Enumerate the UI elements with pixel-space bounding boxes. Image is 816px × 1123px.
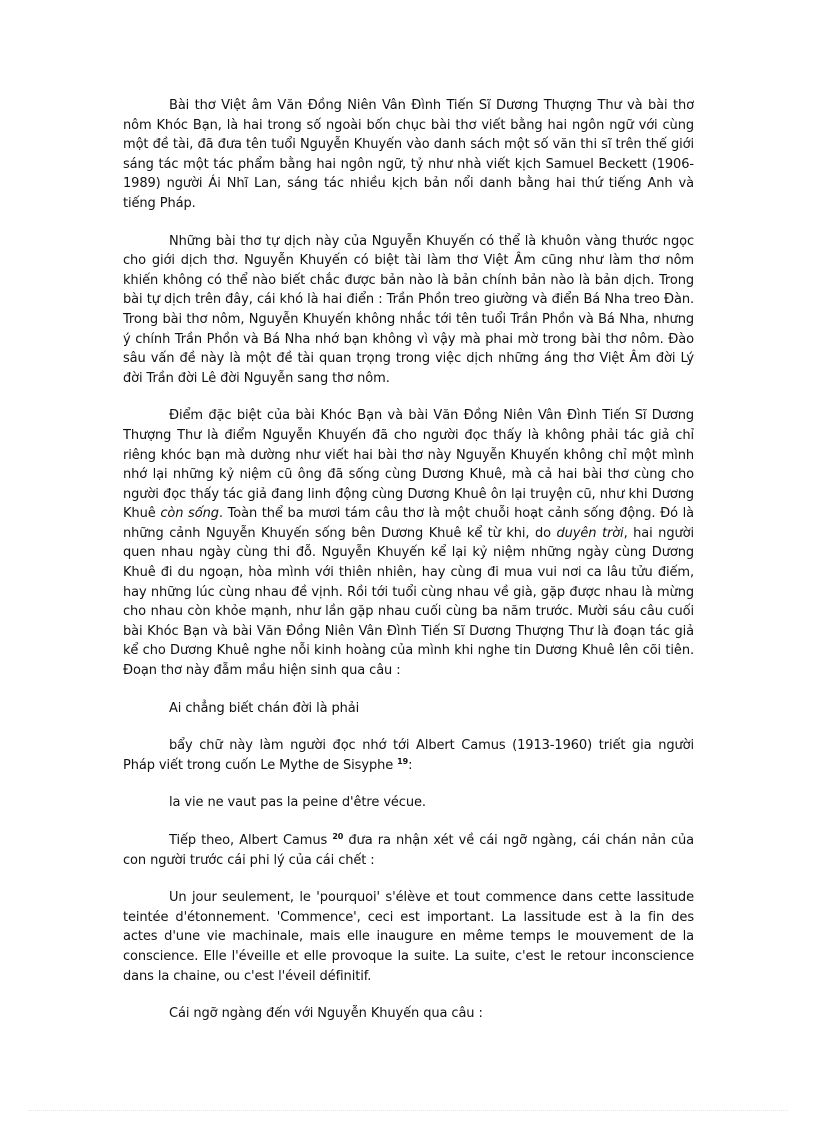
paragraph-self-translation: Những bài thơ tự dịch này của Nguyễn Khuyến có thể là khuôn vàng thước ngọc cho giới dịch thơ. Nguyễn Khuyến có biệt tài làm thơ Việt Âm cũng như làm thơ nôm khiến không có thể nào biết chắc được bản nào là bản chính bản nào là bản dịch. Trong bài tự dịch trên đây, cái khó là hai điển : Trần Phồn treo giường và điển Bá Nha treo Đàn. Trong bài thơ nôm, Nguyễn Khuyến không nhắc tới tên tuổi Trần Phồn và Bá Nha, nhưng ý chính Trần Phồn và Bá Nha nhớ bạn không vì vậy mà phai mờ trong bài thơ nôm. Đào sâu vấn đề này là một đề tài quan trọng trong việc dịch những áng thơ Việt Âm đời Lý đời Trần đời Lê đời Nguyễn sang thơ nôm. <box>123 233 694 386</box>
verse-quote: Ai chẳng biết chán đời là phải <box>169 700 360 716</box>
page-bottom-rule <box>28 1110 788 1111</box>
paragraph-camus-remark-part1: Tiếp theo, Albert Camus <box>169 833 333 848</box>
document-body <box>123 96 694 1042</box>
paragraph-french-passage: Un jour seulement, le 'pourquoi' s'élève et tout commence dans cette lassitude teintée d'étonnement. 'Commence', ceci est important. La lassitude est à la fin des actes d'une vie machinale, mais elle inaugure en même temps le mouvement de la conscience. Elle l'éveille et elle provoque la suite. La suite, c'est le retour inconscience dans la chaine, ou c'est l'éveil définitif. <box>123 890 694 984</box>
footnote-marker-20: 20 <box>332 832 344 841</box>
paragraph-camus-reference <box>123 736 694 775</box>
french-quote: la vie ne vaut pas la peine d'être vécue. <box>169 795 426 811</box>
footnote-marker-19: 19 <box>397 756 409 766</box>
paragraph-special-point-part2: . Toàn thể ba mươi tám câu thơ là một chuỗi hoạt cảnh sống động. Đó là những cảnh Nguyễn Khuyến sống bên Dương Khuê kể từ khi, do <box>123 506 695 541</box>
paragraph-camus-reference-tail: : <box>408 757 413 773</box>
paragraph-camus-remark-part2: đưa ra nhận xét về cái ngỡ ngàng, cái chán nản của con người trước cái phi lý của cái chết : <box>123 833 695 868</box>
emphasis-duyen-troi: duyên trời <box>556 525 624 541</box>
paragraph-camus-reference-text: bẩy chữ này làm người đọc nhớ tới Albert Camus (1913-1960) triết gia người Pháp viết trong cuốn Le Mythe de Sisyphe <box>123 738 694 773</box>
paragraph-camus-remark <box>123 831 694 870</box>
emphasis-con-song: còn sống <box>160 506 219 522</box>
paragraph-bilingual-poems: Bài thơ Việt âm Văn Đồng Niên Vân Đình Tiến Sĩ Dương Thượng Thư và bài thơ nôm Khóc Bạn, là hai trong số ngoài bốn chục bài thơ viết bằng hai ngôn ngữ với cùng một đề tài, đã đưa tên tuổi Nguyễn Khuyến vào danh sách một số văn thi sĩ trên thế giới sáng tác một tác phẩm bằng hai ngôn ngữ, tỷ như nhà viết kịch Samuel Beckett (1906-1989) người Ái Nhĩ Lan, sáng tác nhiều kịch bản nổi danh bằng hai thứ tiếng Anh và tiếng Pháp. <box>123 98 694 211</box>
paragraph-special-point-part1: Điểm đặc biệt của bài Khóc Bạn và bài Văn Đồng Niên Vân Đình Tiến Sĩ Dương Thượng Thư là điểm Nguyễn Khuyến đã cho người đọc thấy là không phải tác giả chỉ riêng khóc bạn mà dường như viết hai bài thơ này Nguyễn Khuyến không chỉ một mình nhớ lại những kỷ niệm cũ ông đã sống cùng Dương Khuê, mà cả hai bài thơ cùng cho người đọc thấy tác giả đang linh động cùng Dương Khuê ôn lại truyện cũ, như khi Dương Khuê <box>123 408 694 522</box>
paragraph-special-point <box>123 406 694 680</box>
paragraph-closing: Cái ngỡ ngàng đến với Nguyễn Khuyến qua câu : <box>169 1006 483 1022</box>
paragraph-special-point-part3: , hai người quen nhau ngày cùng thi đỗ. Nguyễn Khuyến kể lại kỷ niệm những ngày cùng Dương Khuê đi du ngoạn, hòa mình với thiên nhiên, hay cùng đi mua vui nơi ca lâu tửu điếm, hay những lúc cùng nhau đề vịnh. Rồi tới tuổi cùng nhau về già, gặp được nhau là mừng cho nhau còn khỏe mạnh, như lần gặp nhau cuối cùng ba năm trước. Mười sáu câu cuối bài Khóc Bạn và bài Văn Đồng Niên Vân Đình Tiến Sĩ Dương Thượng Thư là đoạn tác giả kể cho Dương Khuê nghe nỗi kinh hoàng của mình khi nghe tin Dương Khuê lên cõi tiên. Đoạn thơ này đẫm mầu hiện sinh qua câu : <box>123 525 694 679</box>
